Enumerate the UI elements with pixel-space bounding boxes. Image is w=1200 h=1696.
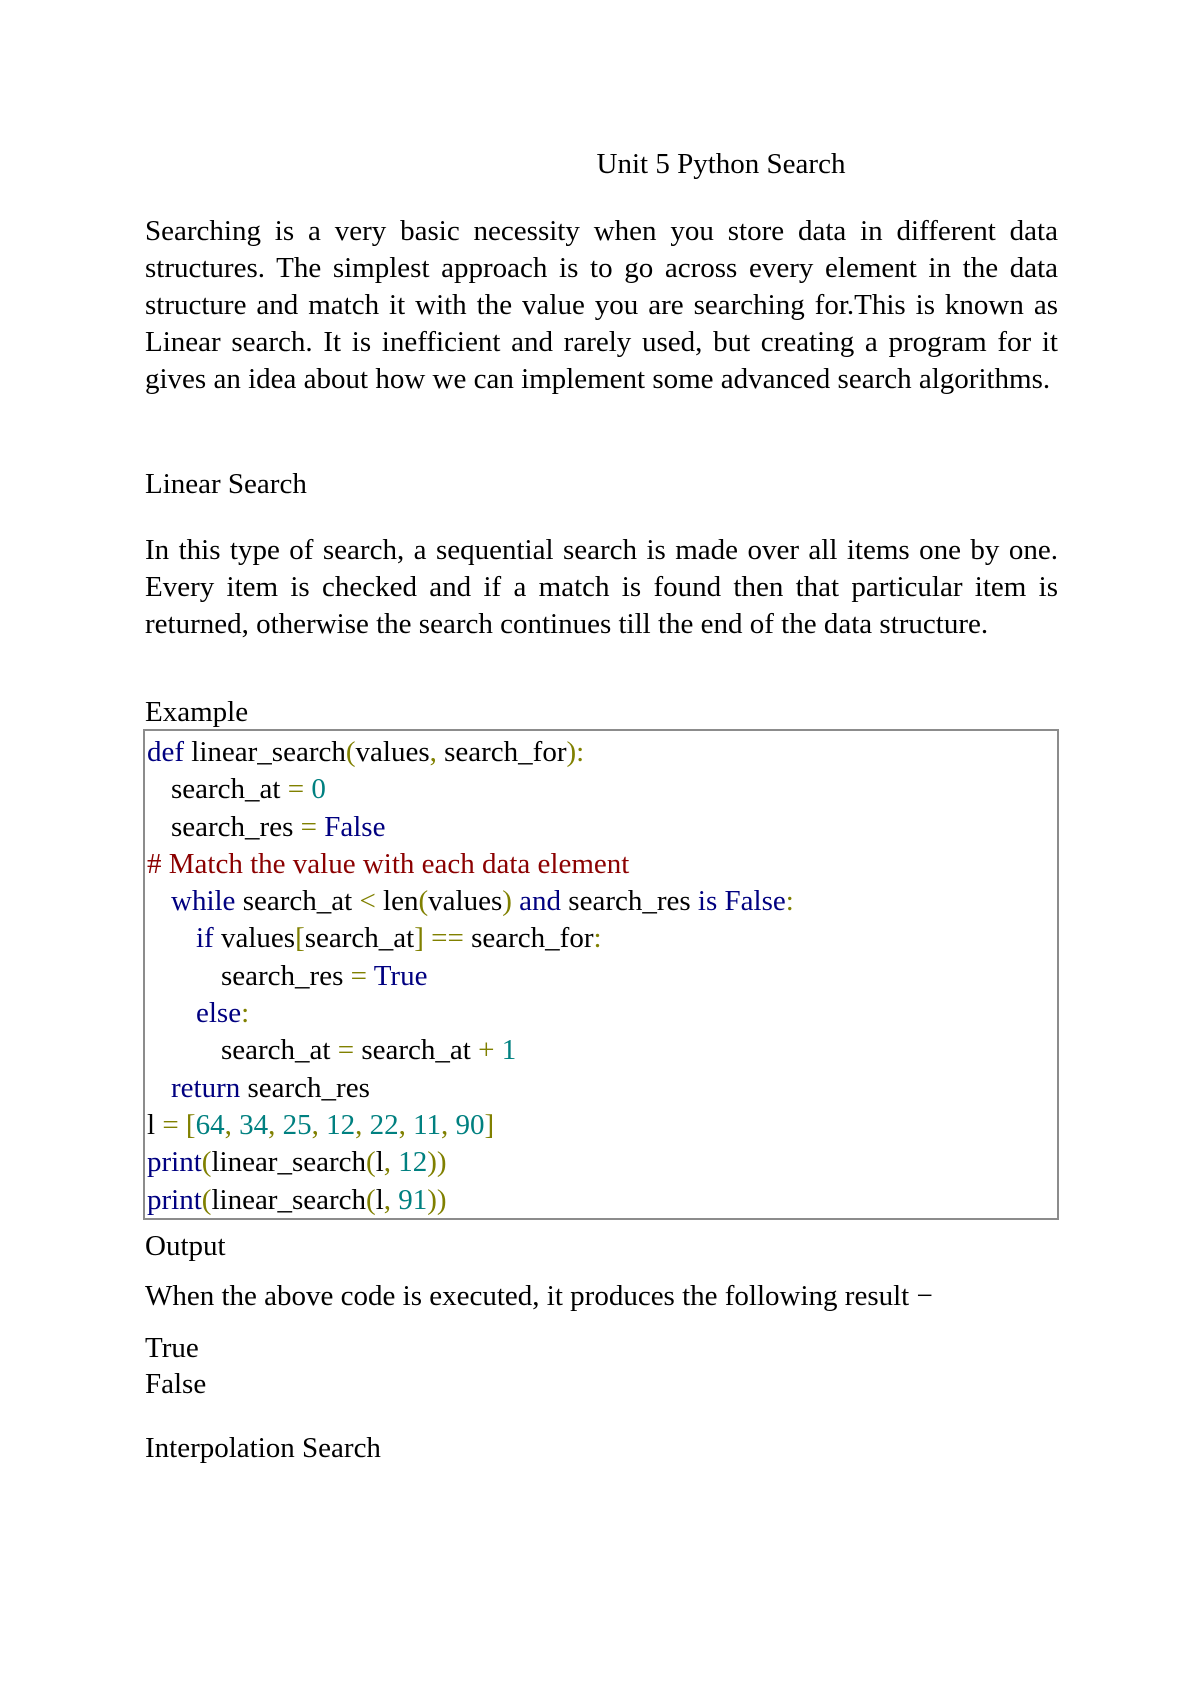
- output-line-false: False: [145, 1368, 207, 1400]
- code-line-13: print(linear_search(l, 91)): [147, 1183, 447, 1216]
- code-line-12: print(linear_search(l, 12)): [147, 1146, 447, 1179]
- output-heading: Output: [145, 1230, 226, 1262]
- intro-paragraph: Searching is a very basic necessity when you store data in different data structures. The simplest approach is to go across every element in the data structure and match it with the value you are searching for.This is known as Linear search. It is inefficient and rarely used, but creating a program for it gives an idea about how we can implement some advanced search algorithms.: [145, 215, 1058, 395]
- code-line-11: l = [64, 34, 25, 12, 22, 11, 90]: [147, 1108, 495, 1141]
- example-heading: Example: [145, 696, 249, 728]
- code-line-2: search_at = 0: [171, 773, 326, 806]
- linear-search-description: In this type of search, a sequential search is made over all items one by one. Every item is checked and if a match is found then that particular item is returned, otherwise the search continues till the end of the data structure.: [145, 534, 1058, 640]
- code-line-9: search_at = search_at + 1: [221, 1034, 517, 1067]
- code-line-10: return search_res: [171, 1071, 370, 1104]
- code-line-8: else:: [196, 997, 250, 1030]
- code-line-6: if values[search_at] == search_for:: [196, 922, 602, 955]
- code-line-1: def linear_search(values, search_for):: [147, 736, 585, 768]
- page-title: Unit 5 Python Search: [596, 148, 846, 180]
- interpolation-search-heading: Interpolation Search: [145, 1432, 381, 1464]
- output-line-true: True: [145, 1332, 199, 1364]
- output-description: When the above code is executed, it produces the following result −: [145, 1280, 933, 1312]
- code-block: [143, 729, 1059, 1220]
- code-line-3: search_res = False: [171, 810, 386, 843]
- code-line-5: while search_at < len(values) and search_res is False:: [171, 885, 794, 918]
- linear-search-heading: Linear Search: [145, 468, 307, 500]
- code-line-7: search_res = True: [221, 959, 428, 992]
- code-line-4-comment: # Match the value with each data element: [147, 847, 630, 880]
